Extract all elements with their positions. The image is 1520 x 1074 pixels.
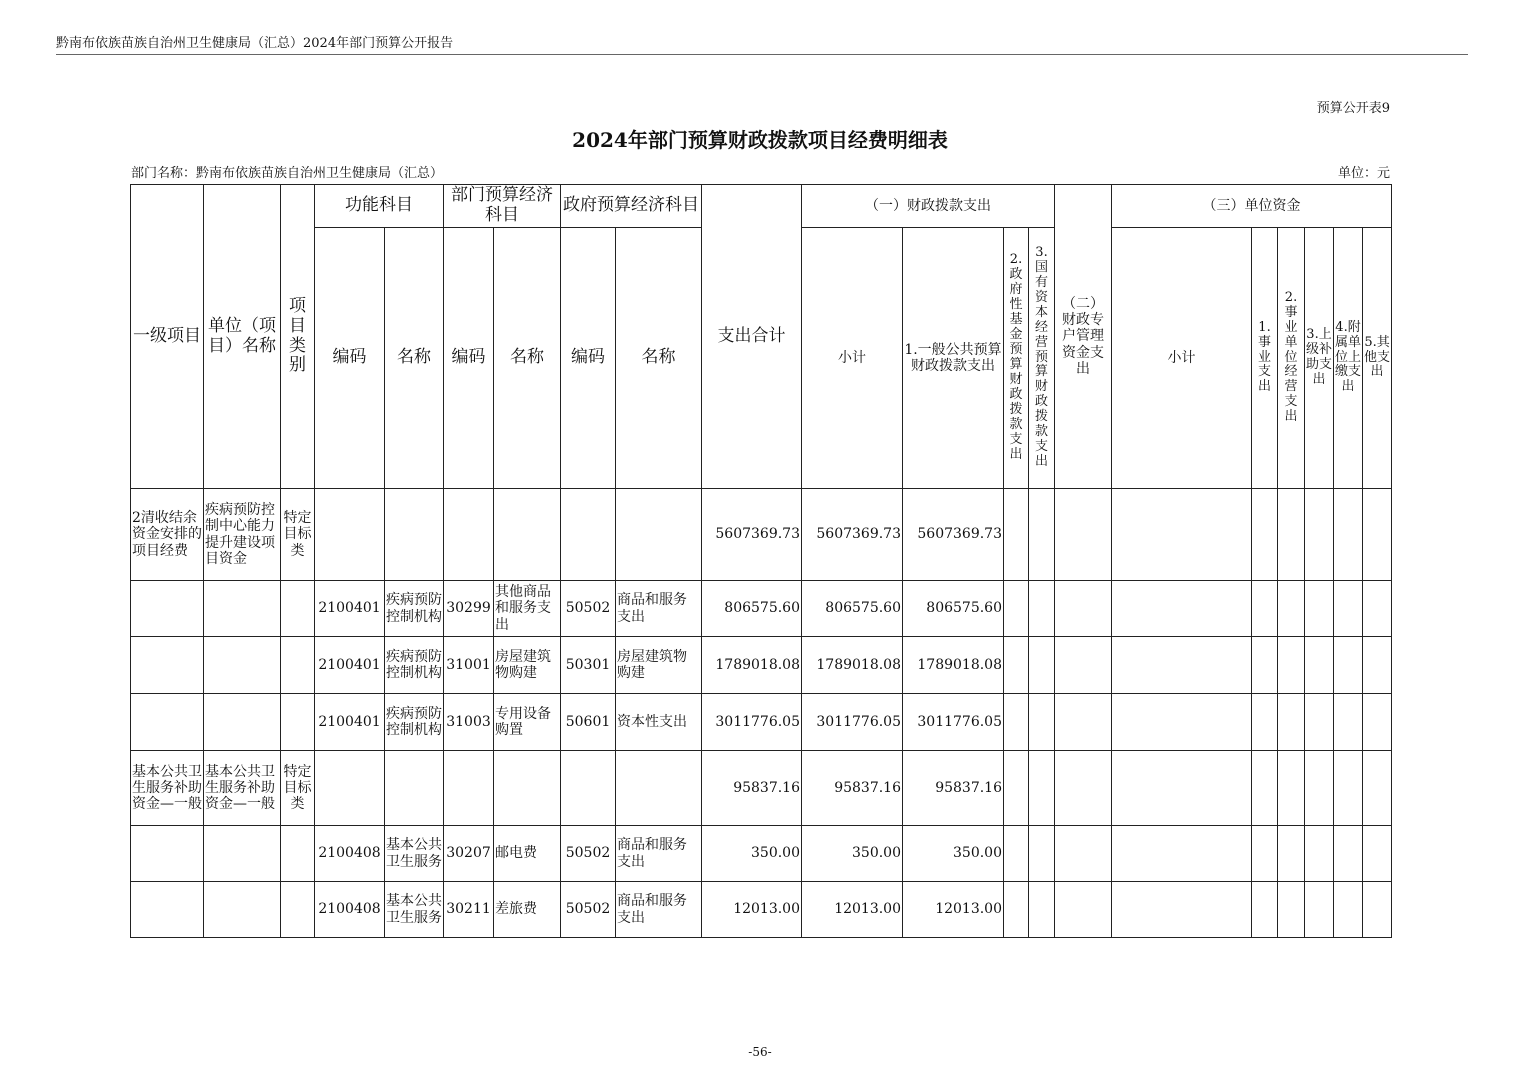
- header-business-expense: 1.事业支出: [1252, 228, 1278, 489]
- cell-func-code: [315, 489, 385, 581]
- cell-func-name: 基本公共卫生服务: [385, 826, 444, 882]
- cell-total: 350.00: [702, 826, 802, 882]
- cell-unit: 疾病预防控制中心能力提升建设项目资金: [204, 489, 281, 581]
- cell-unit: 基本公共卫生服务补助资金—一般: [204, 751, 281, 826]
- unit-label: 单位：元: [1337, 166, 1390, 181]
- header-other-expense: 5.其他支出: [1363, 228, 1392, 489]
- document-title: 2024年部门预算财政拨款项目经费明细表: [572, 128, 948, 152]
- cell-gov-code: 50502: [561, 826, 616, 882]
- cell-func-name: [385, 751, 444, 826]
- cell-dept-name: [494, 751, 561, 826]
- cell-general-budget: 806575.60: [903, 581, 1004, 637]
- header-business-operation: 2.事业单位经营支出: [1278, 228, 1305, 489]
- cell-unit: [204, 882, 281, 938]
- cell-level1: 2清收结余资金安排的项目经费: [131, 489, 204, 581]
- cell-category: 特定目标类: [281, 489, 315, 581]
- cell-category: 特定目标类: [281, 751, 315, 826]
- cell-category: [281, 882, 315, 938]
- cell-func-name: [385, 489, 444, 581]
- cell-dept-code: [444, 751, 494, 826]
- table-row: [131, 882, 1392, 938]
- header-level1: 一级项目: [131, 185, 204, 489]
- header-func-name: 名称: [385, 228, 444, 489]
- cell-category: [281, 581, 315, 637]
- cell-gov-name: 商品和服务支出: [616, 581, 702, 637]
- table-row: [131, 751, 1392, 826]
- cell-func-code: 2100408: [315, 882, 385, 938]
- table-row: [131, 637, 1392, 694]
- cell-total: 3011776.05: [702, 694, 802, 751]
- cell-gov-name: 商品和服务支出: [616, 882, 702, 938]
- cell-gov-code: 50502: [561, 882, 616, 938]
- cell-gov-code: 50601: [561, 694, 616, 751]
- cell-total: 95837.16: [702, 751, 802, 826]
- cell-dept-code: [444, 489, 494, 581]
- cell-level1: [131, 826, 204, 882]
- cell-fiscal-subtotal: 350.00: [802, 826, 903, 882]
- cell-func-name: 疾病预防控制机构: [385, 581, 444, 637]
- header-superior-subsidy: 3.上级补助支出: [1305, 228, 1334, 489]
- cell-level1: [131, 694, 204, 751]
- cell-func-name: 基本公共卫生服务: [385, 882, 444, 938]
- table-number: 预算公开表9: [1316, 101, 1390, 116]
- cell-fiscal-subtotal: 12013.00: [802, 882, 903, 938]
- header-category: 项目类别: [281, 185, 315, 489]
- cell-general-budget: 1789018.08: [903, 637, 1004, 694]
- cell-general-budget: 95837.16: [903, 751, 1004, 826]
- cell-gov-name: 资本性支出: [616, 694, 702, 751]
- cell-dept-name: 其他商品和服务支出: [494, 581, 561, 637]
- cell-fiscal-subtotal: 5607369.73: [802, 489, 903, 581]
- table-row: [131, 581, 1392, 637]
- cell-fiscal-subtotal: 95837.16: [802, 751, 903, 826]
- header-fiscal: （一）财政拨款支出: [802, 185, 1055, 228]
- cell-unit: [204, 694, 281, 751]
- cell-dept-code: 30299: [444, 581, 494, 637]
- header-dept-name: 名称: [494, 228, 561, 489]
- header-gov-code: 编码: [561, 228, 616, 489]
- cell-dept-name: 差旅费: [494, 882, 561, 938]
- cell-fiscal-subtotal: 806575.60: [802, 581, 903, 637]
- cell-level1: [131, 637, 204, 694]
- table-row: [131, 694, 1392, 751]
- cell-unit: [204, 581, 281, 637]
- cell-dept-name: 专用设备购置: [494, 694, 561, 751]
- header-gov-fund: 2.政府性基金预算财政拨款支出: [1004, 228, 1029, 489]
- cell-fiscal-subtotal: 3011776.05: [802, 694, 903, 751]
- cell-dept-code: 30207: [444, 826, 494, 882]
- cell-total: 12013.00: [702, 882, 802, 938]
- cell-general-budget: 3011776.05: [903, 694, 1004, 751]
- cell-dept-code: 31001: [444, 637, 494, 694]
- cell-func-code: 2100401: [315, 694, 385, 751]
- header-func-subject: 功能科目: [315, 185, 444, 228]
- header-total: 支出合计: [702, 185, 802, 489]
- cell-gov-name: [616, 751, 702, 826]
- cell-category: [281, 694, 315, 751]
- header-dept-econ: 部门预算经济科目: [444, 185, 561, 228]
- budget-table: [130, 184, 1392, 938]
- cell-total: 1789018.08: [702, 637, 802, 694]
- header-divider: [56, 54, 1468, 55]
- cell-func-code: 2100408: [315, 826, 385, 882]
- page-number: -56-: [748, 1045, 772, 1059]
- cell-gov-name: [616, 489, 702, 581]
- cell-general-budget: 350.00: [903, 826, 1004, 882]
- cell-func-code: [315, 751, 385, 826]
- cell-gov-code: [561, 751, 616, 826]
- cell-level1: [131, 882, 204, 938]
- cell-dept-name: 邮电费: [494, 826, 561, 882]
- header-unit-funds: （三）单位资金: [1112, 185, 1392, 228]
- cell-level1: [131, 581, 204, 637]
- header-dept-code: 编码: [444, 228, 494, 489]
- table-row: [131, 489, 1392, 581]
- cell-dept-code: 30211: [444, 882, 494, 938]
- cell-unit: [204, 826, 281, 882]
- cell-dept-code: 31003: [444, 694, 494, 751]
- cell-level1: 基本公共卫生服务补助资金—一般: [131, 751, 204, 826]
- table-row: [131, 826, 1392, 882]
- cell-category: [281, 637, 315, 694]
- cell-func-name: 疾病预防控制机构: [385, 637, 444, 694]
- header-func-code: 编码: [315, 228, 385, 489]
- cell-unit: [204, 637, 281, 694]
- cell-dept-name: 房屋建筑物购建: [494, 637, 561, 694]
- cell-dept-name: [494, 489, 561, 581]
- page-header: 黔南布依族苗族自治州卫生健康局（汇总）2024年部门预算公开报告: [56, 36, 454, 51]
- cell-func-code: 2100401: [315, 581, 385, 637]
- cell-gov-name: 商品和服务支出: [616, 826, 702, 882]
- cell-general-budget: 5607369.73: [903, 489, 1004, 581]
- cell-category: [281, 826, 315, 882]
- cell-total: 5607369.73: [702, 489, 802, 581]
- header-gov-econ: 政府预算经济科目: [561, 185, 702, 228]
- header-unit-name: 单位（项目）名称: [204, 185, 281, 489]
- department-label: 部门名称：黔南布依族苗族自治州卫生健康局（汇总）: [131, 166, 444, 181]
- cell-gov-code: [561, 489, 616, 581]
- header-general-budget: 1.一般公共预算财政拨款支出: [903, 228, 1004, 489]
- header-unit-subtotal: 小计: [1112, 228, 1252, 489]
- header-fiscal-subtotal: 小计: [802, 228, 903, 489]
- header-affiliate-remit: 4.附属单位上缴支出: [1334, 228, 1363, 489]
- header-state-capital: 3.国有资本经营预算财政拨款支出: [1029, 228, 1055, 489]
- cell-fiscal-subtotal: 1789018.08: [802, 637, 903, 694]
- cell-gov-code: 50301: [561, 637, 616, 694]
- header-gov-name: 名称: [616, 228, 702, 489]
- cell-func-name: 疾病预防控制机构: [385, 694, 444, 751]
- cell-gov-name: 房屋建筑物购建: [616, 637, 702, 694]
- cell-gov-code: 50502: [561, 581, 616, 637]
- cell-func-code: 2100401: [315, 637, 385, 694]
- cell-total: 806575.60: [702, 581, 802, 637]
- header-special-account: （二）财政专户管理资金支出: [1055, 185, 1112, 489]
- cell-general-budget: 12013.00: [903, 882, 1004, 938]
